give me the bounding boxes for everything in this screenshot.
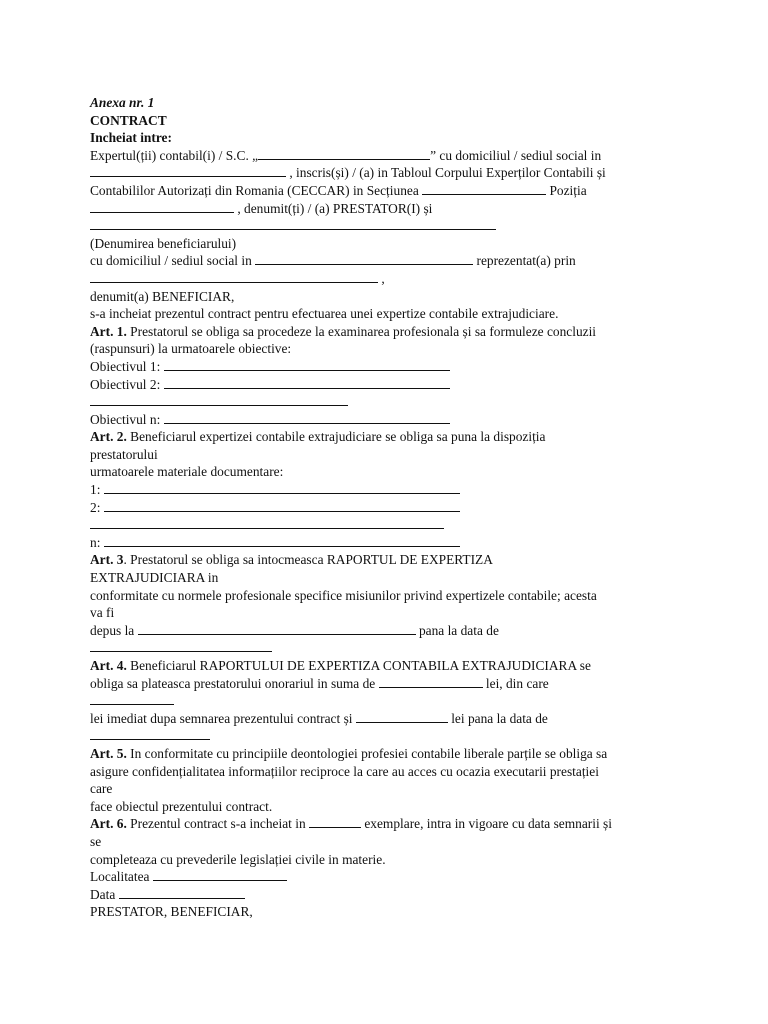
art3-line-2: EXTRAJUDICIARA in xyxy=(90,570,219,586)
blank-field xyxy=(138,622,416,635)
blank-field xyxy=(90,692,174,705)
material-blank xyxy=(90,516,690,534)
blank-field xyxy=(119,886,245,899)
material-1: 1: xyxy=(90,481,690,499)
blank-field xyxy=(104,534,460,547)
art4-date-blank xyxy=(90,727,690,745)
blank-field xyxy=(356,710,448,723)
blank-field xyxy=(90,270,378,283)
art5-line-1: Art. 5. In conformitate cu principiile deontologiei profesiei contabile liberale parțile se obliga sa xyxy=(90,745,608,761)
date-line: Data xyxy=(90,886,690,904)
annex-label: Anexa nr. 1 xyxy=(90,95,155,110)
blank-field xyxy=(255,252,473,265)
blank-field xyxy=(258,147,430,160)
contract-subtitle: Incheiat intre: xyxy=(90,130,172,146)
blank-field xyxy=(309,815,361,828)
art4-amount-blank xyxy=(90,692,690,710)
blank-field xyxy=(153,868,287,881)
blank-field xyxy=(104,481,460,494)
blank-field xyxy=(90,164,286,177)
art2-line-1: Art. 2. Beneficiarul expertizei contabile extrajudiciare se obliga sa puna la dispoziția xyxy=(90,429,546,445)
art3-line-5: depus la pana la data de xyxy=(90,622,499,638)
art2-line-3: urmatoarele materiale documentare: xyxy=(90,464,284,480)
objective-n: Obiectivul n: xyxy=(90,411,690,429)
locality-line: Localitatea xyxy=(90,868,690,886)
art3-line-3: conformitate cu normele profesionale specifice misiunilor privind expertizele contabile; acesta xyxy=(90,587,597,603)
art3-date-blank xyxy=(90,639,690,657)
material-n: n: xyxy=(90,534,690,552)
contract-title: CONTRACT xyxy=(90,112,167,128)
art3-line-1: Art. 3. Prestatorul se obliga sa intocmeasca RAPORTUL DE EXPERTIZA xyxy=(90,552,493,568)
art5-line-4: face obiectul prezentului contract. xyxy=(90,798,273,814)
contract-purpose: s-a incheiat prezentul contract pentru efectuarea unei expertize contabile extrajudiciare. xyxy=(90,306,559,322)
objective-blank xyxy=(90,393,690,411)
blank-field xyxy=(90,200,234,213)
signatures-line: PRESTATOR, BENEFICIAR, xyxy=(90,904,253,920)
blank-field xyxy=(104,499,460,512)
art5-line-3: care xyxy=(90,781,113,797)
provider-line-3: Contabililor Autorizați din Romania (CECCAR) in Secțiunea Poziția xyxy=(90,182,587,198)
beneficiary-address-line: cu domiciliul / sediul social in reprezentat(a) prin xyxy=(90,253,576,269)
blank-field xyxy=(90,516,444,529)
art6-line-3: completeaza cu prevederile legislației civile in materie. xyxy=(90,851,386,867)
objective-1: Obiectivul 1: xyxy=(90,358,690,376)
beneficiary-rep-line: , xyxy=(90,270,690,288)
blank-field xyxy=(90,639,272,652)
blank-field xyxy=(164,358,450,371)
art4-line-3: lei imediat dupa semnarea prezentului contract și lei pana la data de xyxy=(90,710,548,726)
objective-2: Obiectivul 2: xyxy=(90,376,690,394)
art4-line-1: Art. 4. Beneficiarul RAPORTULUI DE EXPERTIZA CONTABILA EXTRAJUDICIARA se xyxy=(90,658,591,673)
art1-line-2: (raspunsuri) la urmatoarele obiective: xyxy=(90,341,292,357)
blank-field xyxy=(164,376,450,389)
blank-field xyxy=(422,182,546,195)
beneficiary-blank-line xyxy=(90,217,690,235)
beneficiary-name-label: (Denumirea beneficiarului) xyxy=(90,235,237,251)
blank-field xyxy=(90,393,348,406)
art4-line-2: obliga sa plateasca prestatorului onorariul in suma de lei, din care xyxy=(90,675,549,691)
contract-text xyxy=(90,94,690,921)
blank-field xyxy=(90,217,496,230)
beneficiary-denumit: denumit(a) BENEFICIAR, xyxy=(90,288,235,304)
provider-line-4: , denumit(ți) / (a) PRESTATOR(I) și xyxy=(90,200,690,218)
blank-field xyxy=(164,411,450,424)
art6-line-2: se xyxy=(90,833,102,849)
blank-field xyxy=(379,675,483,688)
art1-line-1: Art. 1. Prestatorul se obliga sa procedeze la examinarea profesionala și sa formuleze concluzii xyxy=(90,323,597,339)
provider-line-1: Expertul(ții) contabil(i) / S.C. „ ” cu domiciliul / sediul social in xyxy=(90,147,602,163)
art2-line-2: prestatorului xyxy=(90,446,158,462)
art6-line-1: Art. 6. Prezentul contract s-a incheiat in exemplare, intra in vigoare cu data semnarii și xyxy=(90,816,612,832)
art3-line-4: va fi xyxy=(90,605,115,621)
art5-line-2: asigure confidențialitatea informațiilor reciproce la care au acces cu ocazia executarii prestației xyxy=(90,763,599,779)
blank-field xyxy=(90,727,210,740)
material-2: 2: xyxy=(90,499,690,517)
provider-line-2: , inscris(și) / (a) in Tabloul Corpului Experților Contabili și xyxy=(90,164,690,182)
